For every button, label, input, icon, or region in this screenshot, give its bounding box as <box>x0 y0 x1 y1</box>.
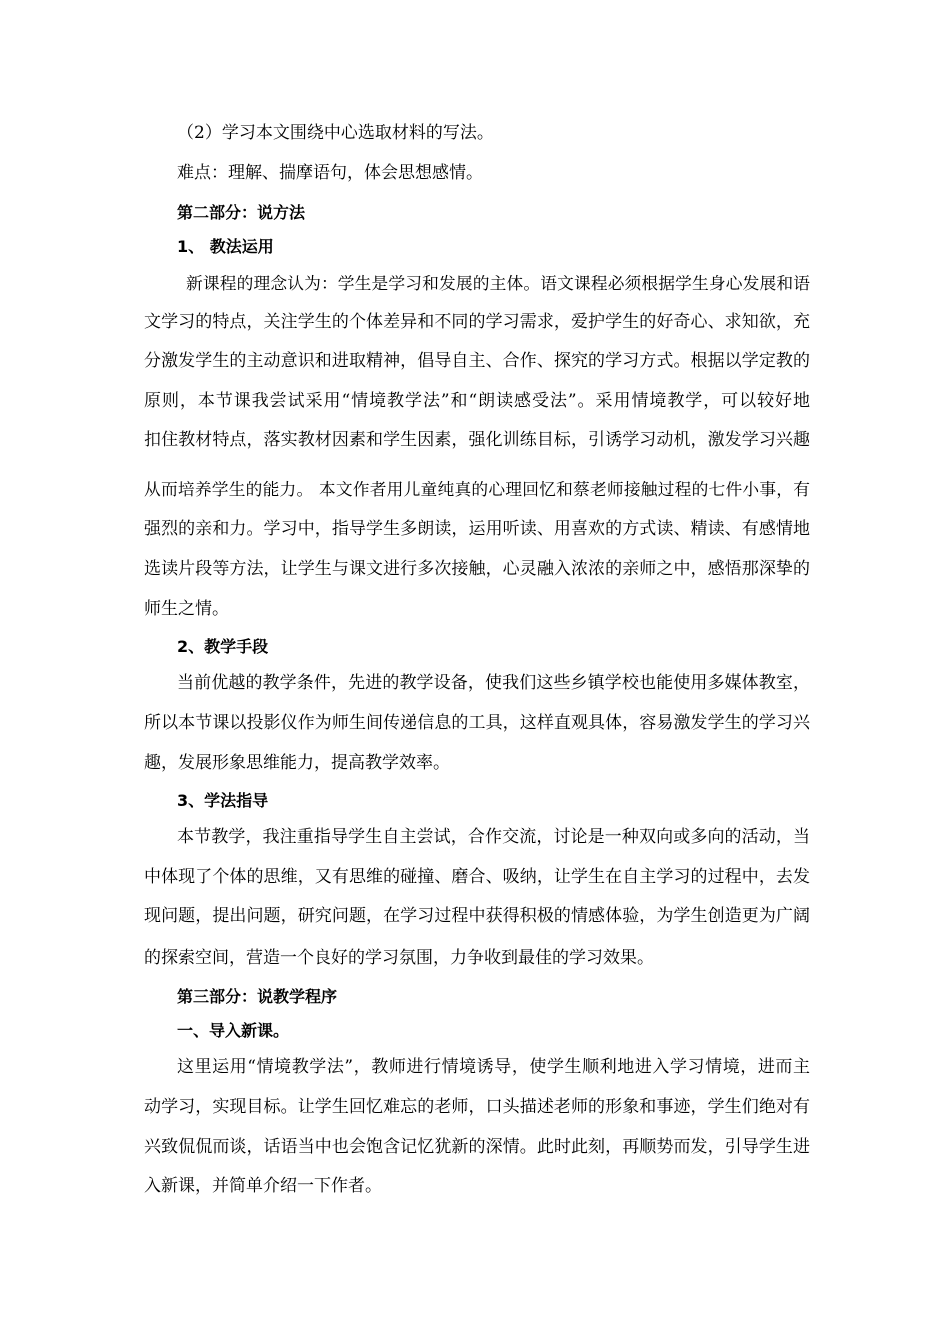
subsection-heading: 一、导入新课。 <box>177 1021 290 1040</box>
section-heading: 第二部分：说方法 <box>177 203 306 222</box>
text-line: 这里运用“情境教学法”，教师进行情境诱导，使学生顺利地进入学习情境，进而主 <box>177 1057 810 1077</box>
text-line: 选读片段等方法，让学生与课文进行多次接触，心灵融入浓浓的亲师之中，感悟那深挚的 <box>144 559 810 579</box>
text-line: 难点：理解、揣摩语句，体会思想感情。 <box>177 163 483 183</box>
subsection-heading: 2、教学手段 <box>177 637 269 656</box>
subsection-heading: 1、 教法运用 <box>177 237 274 256</box>
text-line: 新课程的理念认为：学生是学习和发展的主体。语文课程必须根据学生身心发展和语 <box>186 273 810 293</box>
text-line: （2）学习本文围绕中心选取材料的写法。 <box>177 123 494 143</box>
text-line: 师生之情。 <box>144 599 229 619</box>
text-line: 入新课，并简单介绍一下作者。 <box>144 1176 382 1196</box>
text-line: 强烈的亲和力。学习中，指导学生多朗读，运用听读、用喜欢的方式读、精读、有感情地 <box>144 519 810 539</box>
text-line: 趣，发展形象思维能力，提高教学效率。 <box>144 753 450 773</box>
text-line: 中体现了个体的思维，又有思维的碰撞、磨合、吸纳，让学生在自主学习的过程中，去发 <box>144 867 810 887</box>
text-line: 当前优越的教学条件，先进的教学设备，使我们这些乡镇学校也能使用多媒体教室， <box>177 673 810 693</box>
text-line: 文学习的特点，关注学生的个体差异和不同的学习需求，爱护学生的好奇心、求知欲，充 <box>144 312 810 332</box>
text-line: 动学习，实现目标。让学生回忆难忘的老师，口头描述老师的形象和事迹，学生们绝对有 <box>144 1097 810 1117</box>
text-line: 原则，本节课我尝试采用“情境教学法”和“朗读感受法”。采用情境教学，可以较好地 <box>144 391 810 411</box>
section-heading: 第三部分：说教学程序 <box>177 987 338 1006</box>
subsection-heading: 3、学法指导 <box>177 791 269 810</box>
text-line: 从而培养学生的能力。 本文作者用儿童纯真的心理回忆和蔡老师接触过程的七件小事，有 <box>144 479 810 499</box>
text-line: 兴致侃侃而谈，话语当中也会饱含记忆犹新的深情。此时此刻，再顺势而发，引导学生进 <box>144 1137 810 1157</box>
text-line: 现问题，提出问题，研究问题，在学习过程中获得积极的情感体验，为学生创造更为广阔 <box>144 906 810 926</box>
text-line: 所以本节课以投影仪作为师生间传递信息的工具，这样直观具体，容易激发学生的学习兴 <box>144 713 810 733</box>
text-line: 本节教学，我注重指导学生自主尝试，合作交流，讨论是一种双向或多向的活动，当 <box>177 827 810 847</box>
text-line: 分激发学生的主动意识和进取精神，倡导自主、合作、探究的学习方式。根据以学定教的 <box>144 351 810 371</box>
text-line: 扣住教材特点，落实教材因素和学生因素，强化训练目标，引诱学习动机，激发学习兴趣 <box>144 430 810 450</box>
text-line: 的探索空间，营造一个良好的学习氛围，力争收到最佳的学习效果。 <box>144 948 654 968</box>
